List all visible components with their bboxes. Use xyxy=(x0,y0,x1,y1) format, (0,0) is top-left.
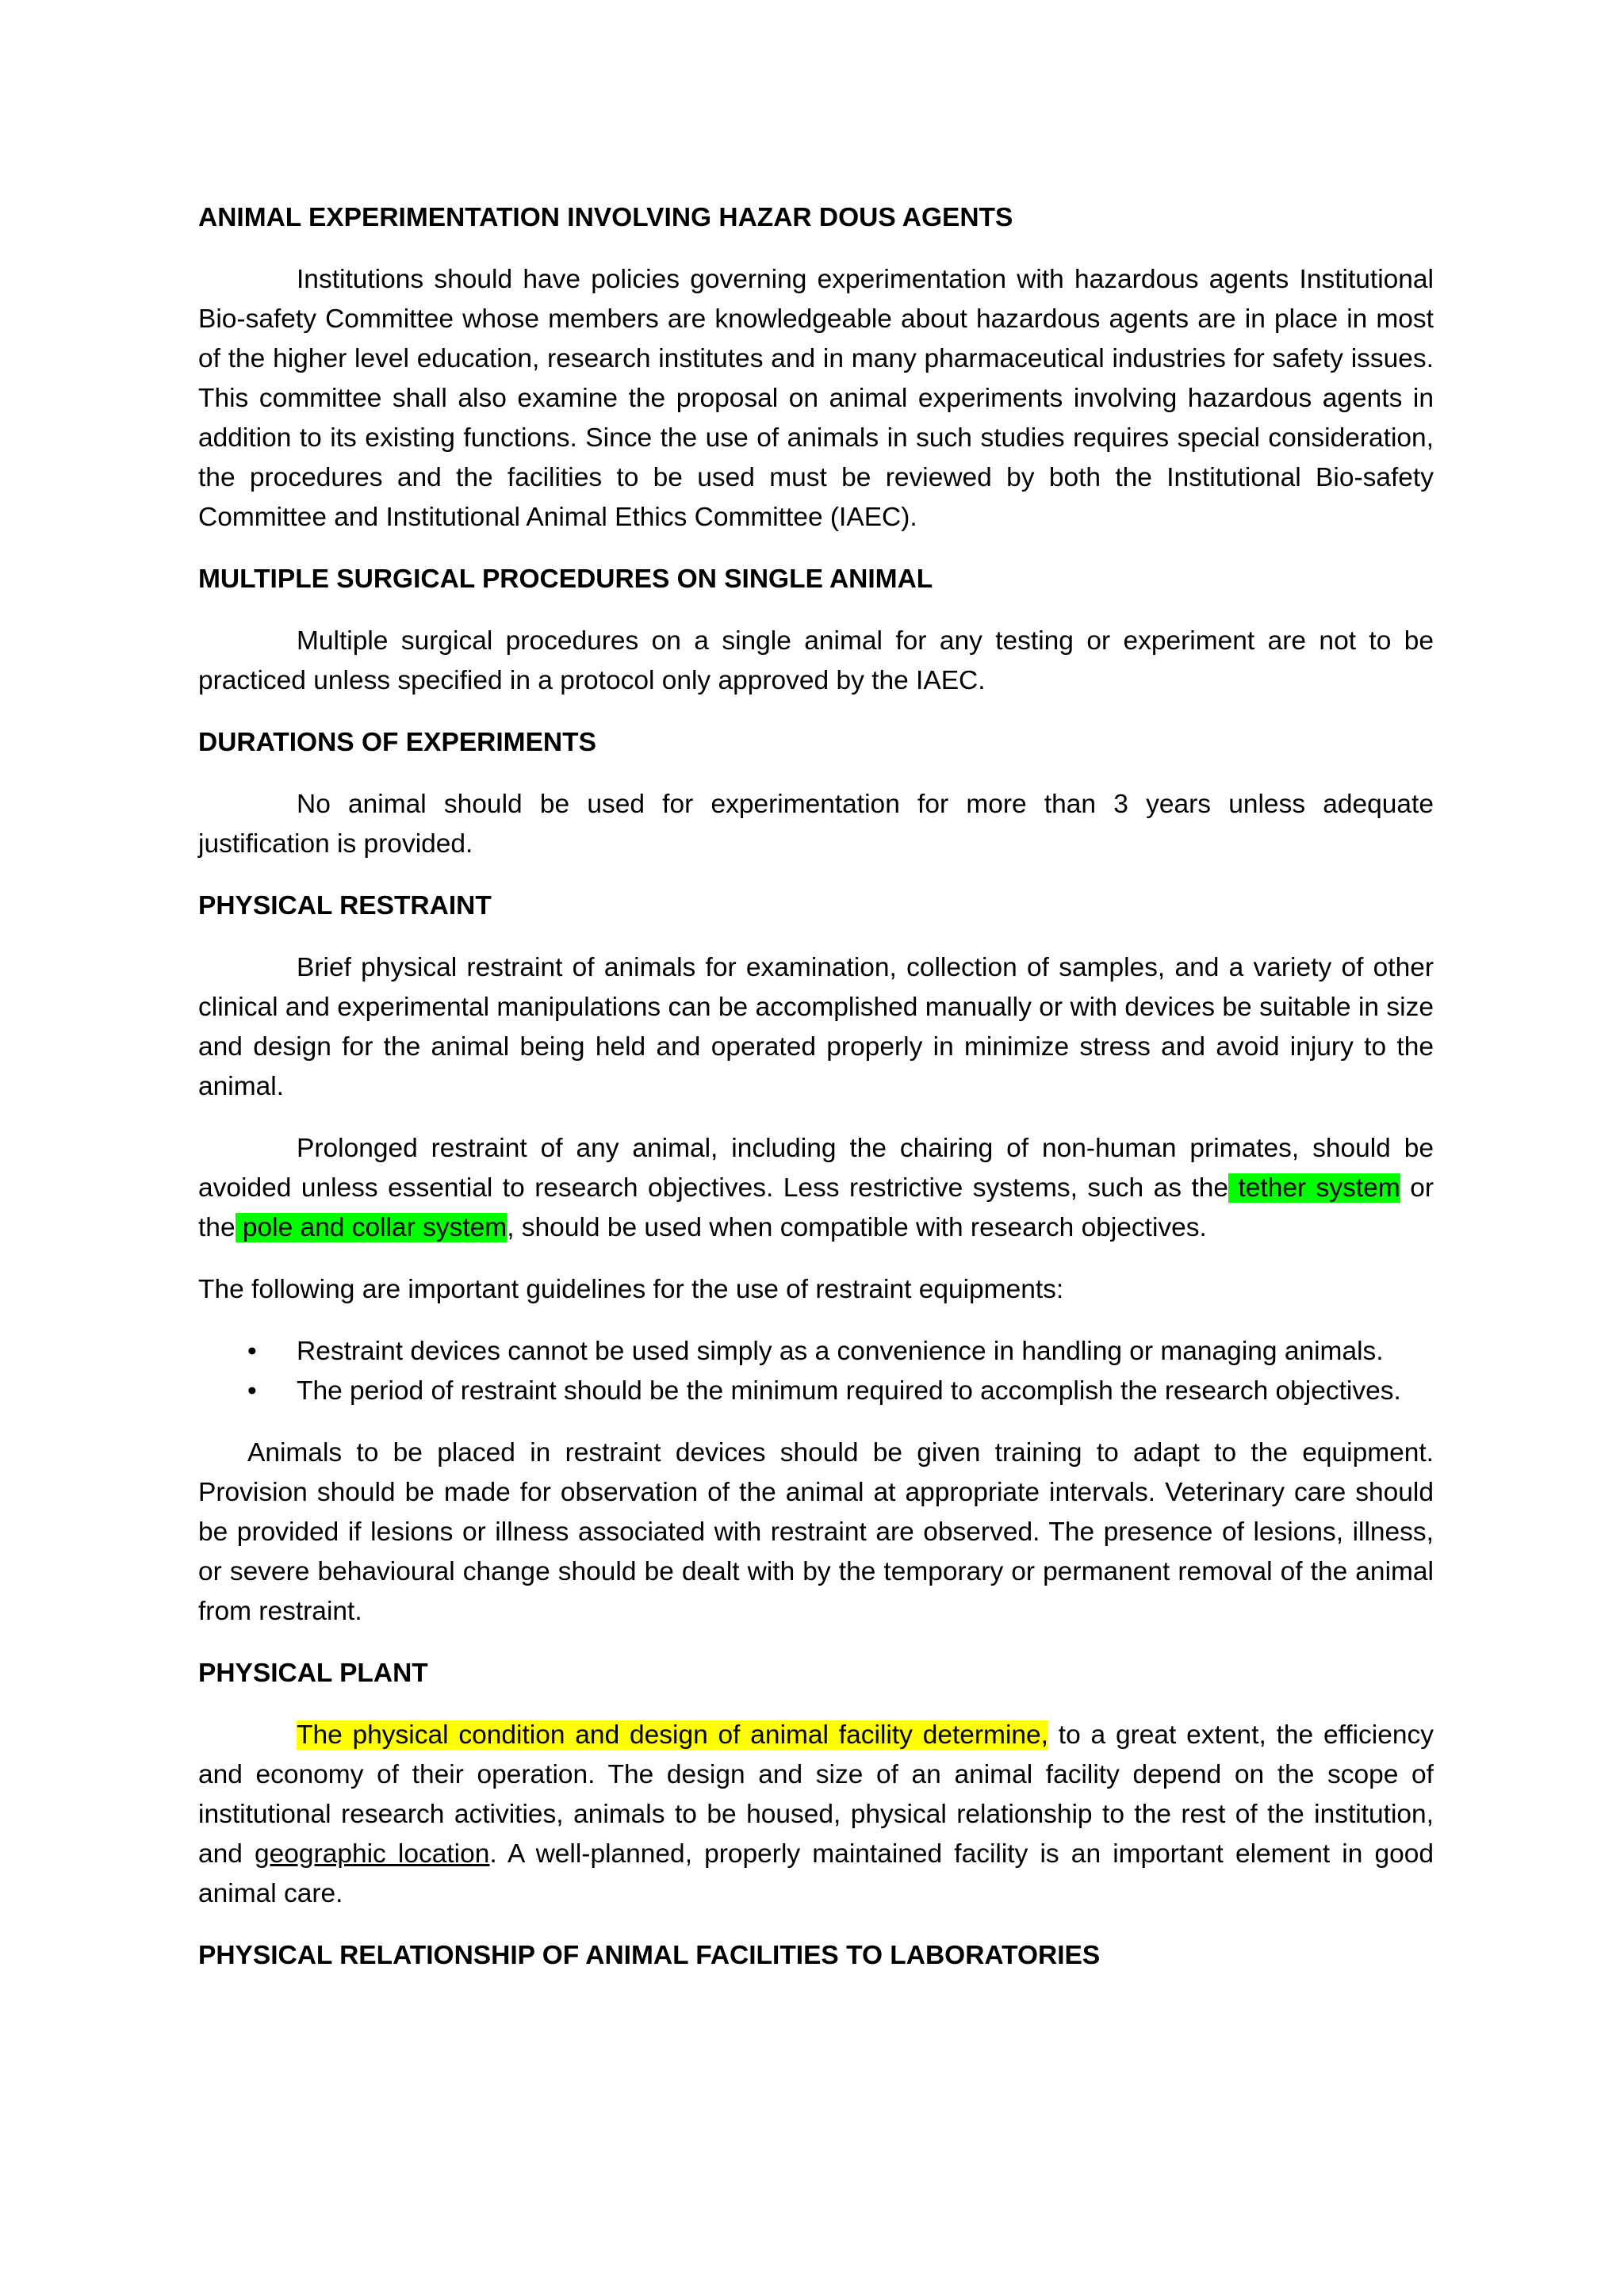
text-run: or the xyxy=(198,1173,1434,1242)
text-run: Prolonged restraint of any animal, including the chairing of non-human primates, should be avoided unless essential to research objectives. Less restrictive systems, such as the xyxy=(198,1134,1434,1203)
section-heading-multiple-surgical: MULTIPLE SURGICAL PROCEDURES ON SINGLE ANIMAL xyxy=(198,564,933,594)
paragraph-prolonged-restraint xyxy=(198,1129,1434,1248)
section-heading-hazardous-agents: ANIMAL EXPERIMENTATION INVOLVING HAZAR DOUS AGENTS xyxy=(198,203,1013,232)
paragraph-brief-restraint: Brief physical restraint of animals for examination, collection of samples, and a variety of other clinical and experimental manipulations can be accomplished manually or with devices be suitable in size and design for the animal being held and operated properly in minimize stress and avoid injury to the animal. xyxy=(198,953,1434,1101)
section-heading-physical-restraint: PHYSICAL RESTRAINT xyxy=(198,891,492,920)
bullet-icon: • xyxy=(247,1337,257,1366)
list-item-text: The period of restraint should be the minimum required to accomplish the research objectives. xyxy=(297,1376,1401,1406)
list-item xyxy=(198,1372,1434,1411)
document-page xyxy=(198,198,1434,1998)
paragraph-durations: No animal should be used for experimentation for more than 3 years unless adequate justification is provided. xyxy=(198,790,1434,859)
section-heading-durations: DURATIONS OF EXPERIMENTS xyxy=(198,728,596,757)
list-item xyxy=(198,1332,1434,1372)
paragraph-physical-plant xyxy=(198,1716,1434,1914)
highlight-pole-collar-system: pole and collar system xyxy=(235,1213,508,1242)
highlight-tether-system: tether system xyxy=(1228,1173,1400,1203)
paragraph-guidelines-intro: The following are important guidelines for the use of restraint equipments: xyxy=(198,1275,1064,1304)
paragraph-restraint-training: Animals to be placed in restraint devices should be given training to adapt to the equipment. Provision should be made for observation of the animal at appropriate intervals. Veterinary care should be provided if lesions or illness associated with restraint are observed. The presence of lesions, illness, or severe behavioural change should be dealt with by the temporary or permanent removal of the animal from restraint. xyxy=(198,1438,1434,1626)
text-run: . A well-planned, properly maintained facility is an important element in good animal care. xyxy=(198,1839,1434,1908)
paragraph-hazardous-agents: Institutions should have policies governing experimentation with hazardous agents Institutional Bio-safety Committee whose members are knowledgeable about hazardous agents are in place in most of the higher level education, research institutes and in many pharmaceutical industries for safety issues. This committee shall also examine the proposal on animal experiments involving hazardous agents in addition to its existing functions. Since the use of animals in such studies requires special consideration, the procedures and the facilities to be used must be reviewed by both the Institutional Bio-safety Committee and Institutional Animal Ethics Committee (IAEC). xyxy=(198,265,1434,532)
text-run: to a great extent, the efficiency and economy of their operation. The design and size of an animal facility depend on the scope of institutional research activities, animals to be housed, physical relationship to the rest of the institution, and xyxy=(198,1720,1434,1869)
list-item-text: Restraint devices cannot be used simply as a convenience in handling or managing animals. xyxy=(297,1337,1384,1366)
highlight-physical-condition: The physical condition and design of animal facility determine, xyxy=(297,1720,1048,1750)
text-run: , should be used when compatible with research objectives. xyxy=(507,1213,1207,1242)
bullet-icon: • xyxy=(247,1376,257,1406)
section-heading-physical-relationship: PHYSICAL RELATIONSHIP OF ANIMAL FACILITIES TO LABORATORIES xyxy=(198,1941,1101,1970)
guidelines-list xyxy=(198,1332,1434,1411)
paragraph-multiple-surgical: Multiple surgical procedures on a single animal for any testing or experiment are not to be practiced unless specified in a protocol only approved by the IAEC. xyxy=(198,626,1434,695)
underlined-geographic-location: geographic location xyxy=(255,1839,490,1869)
section-heading-physical-plant: PHYSICAL PLANT xyxy=(198,1659,428,1688)
